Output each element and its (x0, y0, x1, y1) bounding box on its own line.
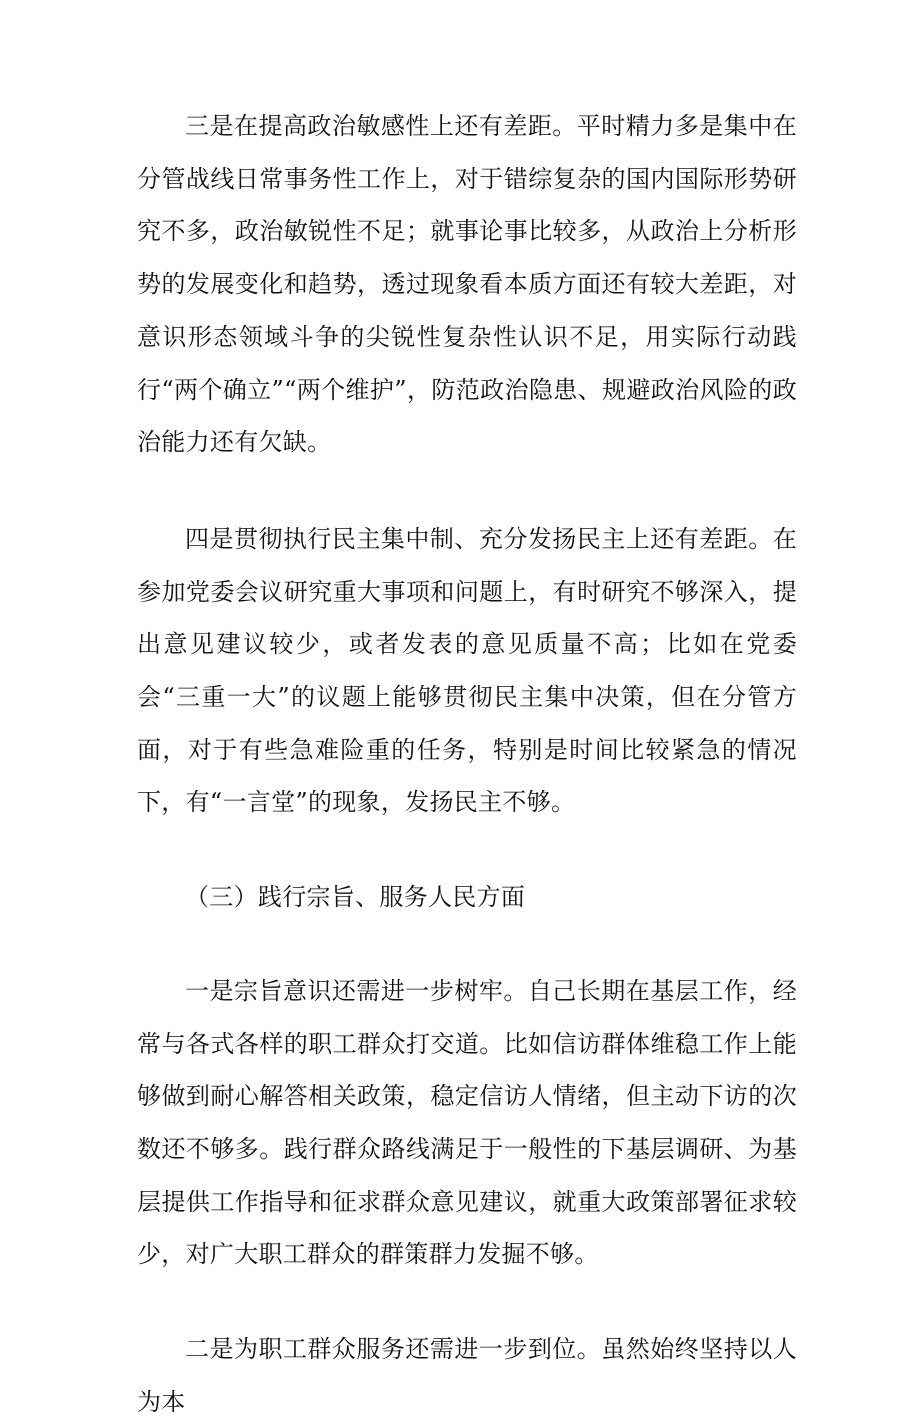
paragraph-democratic-centralism: 四是贯彻执行民主集中制、充分发扬民主上还有差距。在参加党委会议研究重大事项和问题上，有时研究不够深入，提出意见建议较少，或者发表的意见质量不高；比如在党委会“三重一大”的议题上能够贯彻民主集中决策，但在分管方面，对于有些急难险重的任务，特别是时间比较紧急的情况下，有“一言堂”的现象，发扬民主不够。 (137, 524, 797, 817)
paragraph-serve-workers: 二是为职工群众服务还需进一步到位。虽然始终坚持以人为本 (137, 1335, 797, 1416)
document-body (137, 100, 797, 1428)
section-heading: （三）践行宗旨、服务人民方面 (185, 883, 526, 912)
paragraph-purpose-awareness: 一是宗旨意识还需进一步树牢。自己长期在基层工作，经常与各式各样的职工群众打交道。比如信访群体维稳工作上能够做到耐心解答相关政策，稳定信访人情绪，但主动下访的次数还不够多。践行群众路线满足于一般性的下基层调研、为基层提供工作指导和征求群众意见建议，就重大政策部署征求较少，对广大职工群众的群策群力发掘不够。 (137, 976, 797, 1269)
paragraph-political-sensitivity: 三是在提高政治敏感性上还有差距。平时精力多是集中在分管战线日常事务性工作上，对于错综复杂的国内国际形势研究不多，政治敏锐性不足；就事论事比较多，从政治上分析形势的发展变化和趋势，透过现象看本质方面还有较大差距，对意识形态领域斗争的尖锐性复杂性认识不足，用实际行动践行“两个确立”“两个维护”，防范政治隐患、规避政治风险的政治能力还有欠缺。 (137, 112, 797, 457)
